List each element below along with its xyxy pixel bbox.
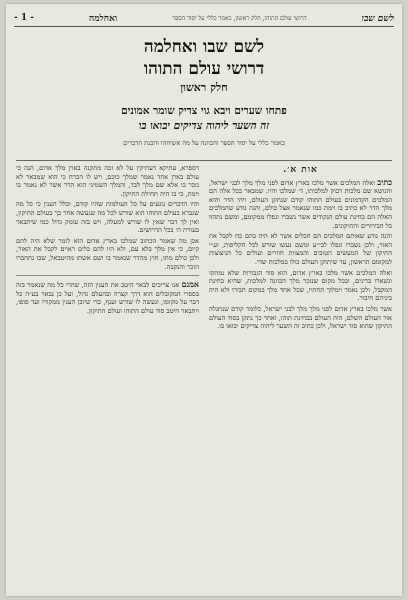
header-book-title: לשם שבו — [361, 13, 394, 24]
running-header — [14, 10, 394, 27]
book-title: לשם שבו ואחלמה — [143, 37, 265, 57]
header-section-text: דרושי עולם התוהו, חלק ראשון, כאמר כללי על יסוד הספר — [172, 14, 307, 22]
intro-note: כאמר כללי על יסוד הספר והכוונה על מה אשיחהו והבנת הדברים — [123, 139, 285, 147]
paragraph — [16, 280, 199, 315]
page-number: - 1 - — [14, 13, 35, 23]
motto-line-2: זה השער ליהוה צדיקים יבואו בו — [138, 120, 270, 132]
paragraph-text: ואלה המלכים אשר מלכו בארץ אדום לפני מלך מלך לבני ישראל, והנושא שם מלכות דבוק למלכותו, ד׳ שמלכו והיו. שמבאר בכל אלה הם המלכים הקדמונים בעולם התוהו קודם שנתקן העולם, ויהי הדר והוא מלך הדר לא כתיב בו וימת כמו שנאמר אצל כולם, והנה נודע שהמלכים האלה הם בחינת עולם הנקודים אשר נשברו ונפלו ממקומם, ומשם נתהוו כל הבירורים והתיקונים. — [209, 178, 392, 230]
title-block — [24, 36, 384, 148]
header-book-title-2: ואחלמה — [89, 13, 118, 24]
part-label: חלק ראשון — [180, 81, 228, 94]
right-column — [209, 164, 392, 588]
paragraph: דספרא, עתיקא דעתיקין על לא זכה מתקנה בארן מלך אדום, הנה כי עולם בארן אחד נאמר שמלך כוכם, ויש לו הכרח כי הוא שמבאר לא נזכר בו אלא שם מלך לבד, והמלך השמיני הוא הדר אשר לא נאמר בו וימת, כי בו היה תחילת התיקון. — [16, 164, 199, 198]
title-divider — [16, 160, 392, 161]
paragraph: והיו הדברים נוגעים על כל העולמות שהיו קודם, וכלל הענין כי כל מה שנברא בעולם התוהו הוא שורש לכל מה שנעשה אחר כך בעולם התיקון, ואין לך דבר שאין לו שורש למעלה, ויש בזה עומק גדול כמו שיתבאר בעזרת ה׳ בכל הדרושים. — [16, 200, 199, 235]
section-heading: אות א׳. — [283, 165, 318, 175]
paragraph: ואלה המלכים אשר מלכו בארץ אדום, הוא סוד הגבורות שלא נמתקו ונשארו בדינים, ובכל מקום שנזכר מלך הכוונה למלכות, שהיא בחינת המקבל, ולכן נאמר וימלוך תחתיו, שכל אחד מלך במקום חבירו ולא היה ביניהם חיבור. — [209, 268, 392, 303]
paragraph: והנה נודע שאותם המלכים הם הכלים אשר לא היה בהם כח לקבל את האור, ולכן נשברו ונפלו לבי״ע ומשם נעשו שורש לכל הקליפות, וע״י התיקון של המעשים הטובים והמצוות חוזרים ועולים כל הניצוצות למקומם הראשון, עד שיתוקן העולם כולו במלכות שדי. — [209, 232, 392, 266]
lead-word: כתיב — [377, 176, 392, 187]
paragraph-text: אנו צריכים לבאר היטב את הענין הזה, שהרי כל מה שנאמר בזה בספרי המקובלים הוא דרך קצרה ובהעלם גדול, ועל כן נבאר בע״ה כל דבר על מקומו, ונעשה לו שורש וענף, כדי שיובן הענין ממקורו ועד סופו, ויתבאר היטב סוד עולם התוהו ועולם התיקון. — [16, 281, 199, 315]
lead-word: אמנם — [181, 279, 199, 290]
paragraph: אשר מלכו בארץ אדום לפני מלך מלך לבני ישראל, כלומר קודם שנתגלה אור העולם השלם, היה העולם בבחינת תוהו, ואחר כך נתקן בסוד העולם התיקון שהוא סוד ישראל, ולכן כתיב זה השער ליהוה צדיקים יבואו בו. — [209, 304, 392, 331]
book-subtitle: דרושי עולם התוהו — [143, 59, 265, 79]
column-divider — [16, 275, 199, 276]
paragraph — [209, 178, 392, 231]
book-page — [6, 4, 402, 596]
text-columns — [16, 164, 392, 588]
paragraph: אכן מה שאמר הכתוב שמלכו בארץ אדום הוא לומר שלא היה להם קיום, כי אין מלך בלא עם, ולא היו להם כלים ראוים לקבל את האור, ולכן כולם מתו, חוץ מהדר שנאמר בו ושם אשתו מהיטבאל, שבו נתחברו הזכר והנקבה. — [16, 236, 199, 271]
left-column — [16, 164, 199, 588]
motto-line-1: פתחו שערים ויבא גוי צדיק שומר אמונים — [121, 105, 287, 117]
